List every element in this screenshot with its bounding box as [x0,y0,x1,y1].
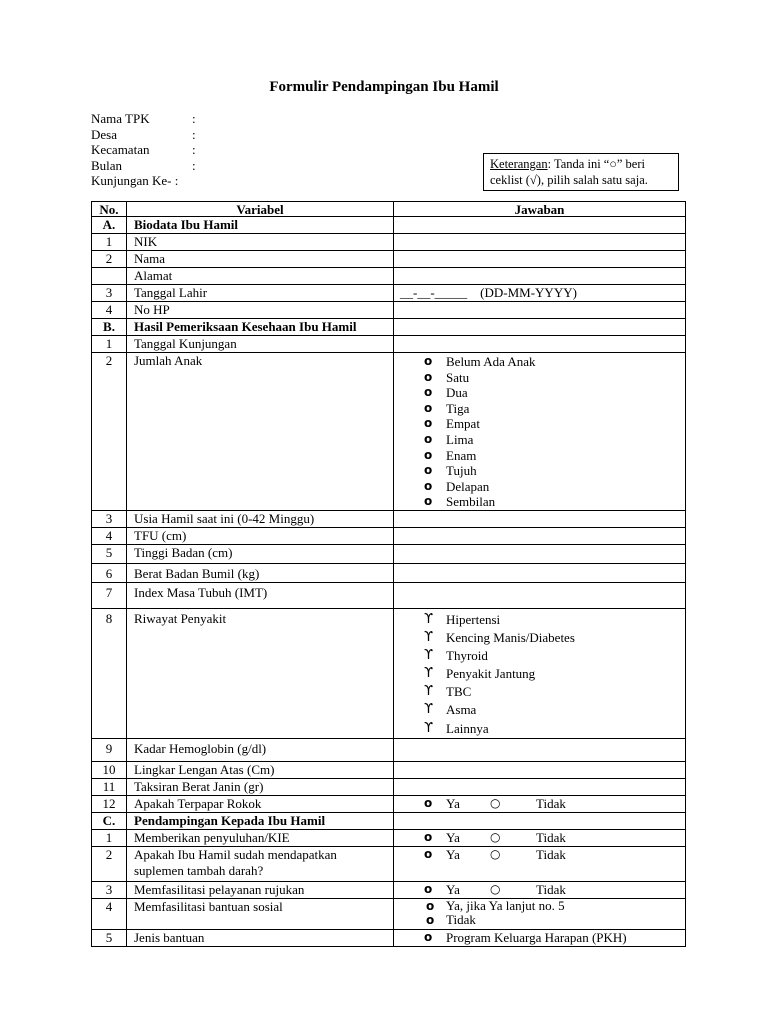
answer-cell[interactable] [394,778,686,795]
header-row [92,202,686,217]
row-no: 4 [92,898,127,929]
info-label: Bulan [91,157,123,173]
table-row [92,929,686,946]
info-row [91,127,202,143]
option-item[interactable] [424,701,678,719]
answer-cell[interactable] [394,544,686,563]
row-label: Alamat [127,268,394,285]
option-item[interactable] [424,416,678,432]
info-label: Kunjungan Ke- : [91,173,179,188]
info-colon: : [192,157,196,173]
o-marker-icon: o [424,369,433,384]
yes-no-cell [394,846,686,881]
row-no: 12 [92,795,127,812]
keterangan-box [483,153,679,191]
info-block [91,111,202,189]
checkbox-y-icon: ϒ [424,648,434,664]
table-row [92,251,686,268]
row-label: Memberikan penyuluhan/KIE [127,829,394,846]
option-label: Tujuh [446,463,477,479]
option-label: Belum Ada Anak [446,354,536,369]
answer-cell[interactable] [394,510,686,527]
table-row [92,846,686,881]
yes-no-group[interactable] [424,796,678,811]
option-item[interactable] [424,683,678,701]
o-marker-icon: o [424,400,433,415]
option-item[interactable] [424,720,678,738]
row-no: 10 [92,761,127,778]
row-no: 6 [92,563,127,582]
circle-marker-icon: ○ [490,846,501,861]
checkbox-y-icon: ϒ [424,702,434,718]
no-label: Tidak [536,795,566,811]
info-row [91,173,202,189]
no-label: Tidak [536,846,566,862]
answer-cell[interactable] [394,336,686,353]
option-item[interactable] [424,647,678,665]
option-label: Dua [446,385,468,401]
row-no: 3 [92,881,127,898]
no-label: Tidak [536,829,566,845]
table-row [92,881,686,898]
section-row [92,319,686,336]
info-colon: : [192,126,196,142]
o-marker-icon: o [426,898,435,913]
o-marker-icon: o [424,494,433,509]
answer-cell[interactable] [394,234,686,251]
options-cell [394,929,686,946]
table-row [92,738,686,761]
answer-cell[interactable] [394,217,686,234]
yes-label: Ya [446,795,460,811]
option-label: Hipertensi [446,611,501,627]
table-row [92,234,686,251]
section-label: Biodata Ibu Hamil [127,217,394,234]
option-item[interactable] [424,494,678,510]
answer-cell[interactable] [394,302,686,319]
table-row [92,353,686,511]
row-label: Jenis bantuan [127,929,394,946]
row-label: NIK [127,234,394,251]
checkbox-y-icon: ϒ [424,611,434,627]
option-item[interactable] [424,432,678,448]
options-cell [394,608,686,738]
row-label: Nama [127,251,394,268]
table-row [92,510,686,527]
option-label: Lima [446,431,474,447]
no-label: Tidak [536,881,566,897]
table-row [92,302,686,319]
section-label: Pendampingan Kepada Ibu Hamil [127,812,394,829]
row-label: No HP [127,302,394,319]
o-marker-icon: o [424,354,433,368]
answer-cell[interactable] [394,812,686,829]
yes-label: Ya [446,829,460,845]
row-no: 1 [92,234,127,251]
row-label: Taksiran Berat Janin (gr) [127,778,394,795]
row-label: Berat Badan Bumil (kg) [127,563,394,582]
note-label: Keterangan [490,157,548,171]
options-cell [394,898,686,929]
row-label: Lingkar Lengan Atas (Cm) [127,761,394,778]
yes-no-group[interactable] [424,847,678,862]
table-row [92,527,686,544]
row-label: TFU (cm) [127,527,394,544]
row-label: Riwayat Penyakit [127,608,394,738]
option-label: Asma [446,702,477,718]
yes-label: Ya [446,846,460,862]
note-text: : Tanda ini “○” beri ceklist (√), pilih salah satu saja. [490,157,648,187]
row-label: Tanggal Lahir [127,285,394,302]
answer-cell[interactable] [394,761,686,778]
row-no: 3 [92,285,127,302]
row-no: 4 [92,527,127,544]
table-row [92,829,686,846]
o-marker-icon: o [424,463,433,478]
option-item[interactable] [424,370,678,386]
table-row [92,544,686,563]
option-item[interactable] [424,463,678,479]
info-colon [192,173,202,189]
row-no: 4 [92,302,127,319]
option-label: Satu [446,369,470,385]
row-no: 8 [92,608,127,738]
row-label: Apakah Terpapar Rokok [127,795,394,812]
answer-cell[interactable] [394,527,686,544]
info-label: Kecamatan [91,142,150,157]
o-marker-icon: o [424,795,433,810]
row-no: 2 [92,251,127,268]
option-label: Tiga [446,400,470,416]
section-no: B. [92,319,127,336]
yes-no-cell [394,881,686,898]
circle-marker-icon: ○ [490,829,501,844]
row-no: 2 [92,846,127,881]
o-marker-icon: o [424,431,433,446]
info-label: Nama TPK [91,111,150,126]
answer-cell[interactable] [394,319,686,336]
row-label: Tanggal Kunjungan [127,336,394,353]
row-no: 1 [92,336,127,353]
option-item[interactable] [426,899,678,913]
row-no: 2 [92,353,127,511]
option-item[interactable] [424,611,678,629]
answer-cell[interactable] [394,738,686,761]
section-label: Hasil Pemeriksaan Kesehaan Ibu Hamil [127,319,394,336]
yes-no-group[interactable] [424,882,678,897]
option-label: Delapan [446,478,490,494]
info-row [91,142,202,158]
row-no: 9 [92,738,127,761]
option-item[interactable] [424,401,678,417]
row-no: 11 [92,778,127,795]
row-no: 5 [92,929,127,946]
o-marker-icon: o [424,829,433,844]
option-item[interactable] [424,385,678,401]
options-cell [394,353,686,511]
circle-marker-icon: ○ [490,881,501,896]
option-label: Sembilan [446,494,496,510]
row-label: Usia Hamil saat ini (0-42 Minggu) [127,510,394,527]
o-marker-icon: o [424,846,433,861]
table-row [92,761,686,778]
checkbox-y-icon: ϒ [424,630,434,646]
row-no: 7 [92,582,127,608]
table-row [92,778,686,795]
option-label: Empat [446,416,480,432]
option-item[interactable] [424,629,678,647]
o-marker-icon: o [424,385,433,400]
answer-cell[interactable] [394,563,686,582]
option-label: Enam [446,447,477,463]
answer-cell[interactable] [394,582,686,608]
answer-cell[interactable] [394,268,686,285]
option-item[interactable] [426,913,678,927]
info-row [91,111,202,127]
form-title: Formulir Pendampingan Ibu Hamil [269,79,499,95]
header-jawaban: Jawaban [394,202,686,217]
option-item[interactable] [424,665,678,683]
table-row [92,898,686,929]
section-no: A. [92,217,127,234]
section-row [92,812,686,829]
table-row [92,285,686,302]
o-marker-icon: o [424,881,433,896]
answer-cell[interactable] [394,251,686,268]
o-marker-icon: o [426,912,435,927]
info-colon: : [192,111,196,126]
o-marker-icon: o [424,478,433,493]
row-label: Memfasilitasi pelayanan rujukan [127,881,394,898]
checkbox-y-icon: ϒ [424,684,434,700]
option-item[interactable] [424,448,678,464]
option-label: Penyakit Jantung [446,666,536,682]
row-label: Kadar Hemoglobin (g/dl) [127,738,394,761]
header-no: No. [92,202,127,217]
option-label: Thyroid [446,648,488,664]
row-label: Index Masa Tubuh (IMT) [127,582,394,608]
option-label: Ya, jika Ya lanjut no. 5 [446,897,565,913]
row-no: 3 [92,510,127,527]
option-label: TBC [446,684,472,700]
option-label: Kencing Manis/Diabetes [446,630,575,646]
info-row [91,158,202,174]
checkbox-y-icon: ϒ [424,666,434,682]
option-item[interactable] [424,354,678,370]
table-row [92,563,686,582]
table-row [92,795,686,812]
o-marker-icon: o [424,929,433,944]
table-row [92,582,686,608]
row-label: Memfasilitasi bantuan sosial [127,898,394,929]
form-table [91,201,686,947]
table-row [92,608,686,738]
table-row [92,268,686,285]
circle-marker-icon: ○ [490,795,501,810]
yes-no-cell [394,795,686,812]
info-colon: : [192,142,196,157]
row-no: 5 [92,544,127,563]
o-marker-icon: o [424,447,433,462]
info-label: Desa [91,126,117,142]
option-label: Program Keluarga Harapan (PKH) [446,929,627,945]
row-label: Apakah Ibu Hamil sudah mendapatkan suplemen tambah darah? [127,846,394,881]
option-item[interactable] [424,479,678,495]
row-label: Tinggi Badan (cm) [127,544,394,563]
row-label: Jumlah Anak [127,353,394,511]
yes-no-cell [394,829,686,846]
header-variabel: Variabel [127,202,394,217]
option-label: Tidak [446,911,476,927]
date-answer[interactable]: __-__-_____ (DD-MM-YYYY) [394,285,686,302]
section-no: C. [92,812,127,829]
section-row [92,217,686,234]
row-no [92,268,127,285]
row-no: 1 [92,829,127,846]
checkbox-y-icon: ϒ [424,720,434,736]
yes-no-group[interactable] [424,830,678,845]
o-marker-icon: o [424,416,433,431]
option-label: Lainnya [446,720,489,736]
yes-label: Ya [446,881,460,897]
table-row [92,336,686,353]
option-item[interactable] [424,930,678,946]
